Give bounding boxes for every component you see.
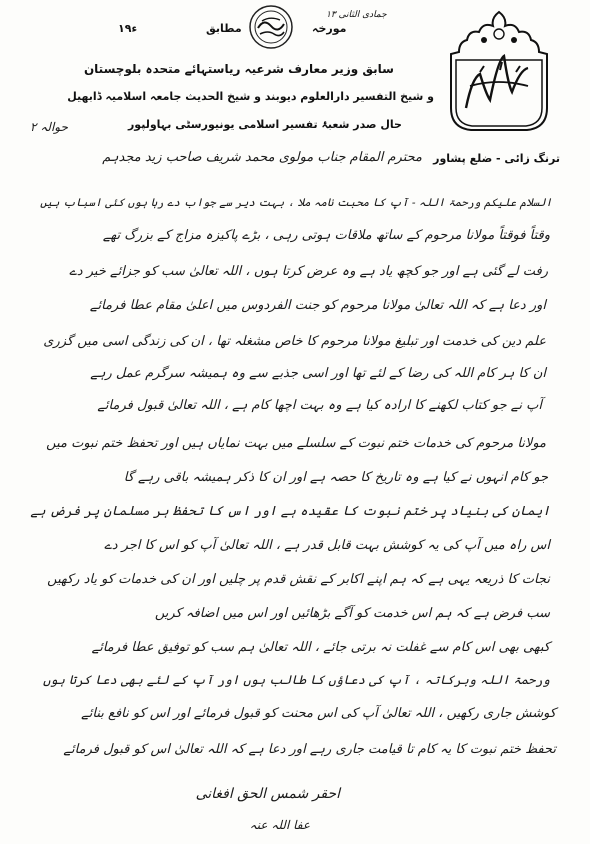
body-line: ان کا ہر کام اللہ کی رضا کے لئے تھا اور اسی جذبے سے وہ ہمیشہ سرگرم عمل رہے	[90, 366, 546, 381]
matabiq-label: مطابق	[206, 22, 242, 35]
date-label: مورخہ	[312, 22, 347, 35]
signature: عفا اللہ عنہ	[249, 818, 310, 832]
year-value: ۱۹ء	[118, 22, 138, 35]
body-line: اور دعا ہے کہ اللہ تعالیٰ مولانا مرحوم کو جنت الفردوس میں اعلیٰ مقام عطا فرمائے	[89, 298, 546, 313]
letterhead-line-3: حال صدر شعبۂ تفسیر اسلامی یونیورسٹی بہاولپور	[127, 118, 402, 131]
body-line: آپ نے جو کتاب لکھنے کا ارادہ کیا ہے وہ بہت اچھا کام ہے ، اللہ تعالیٰ قبول فرمائے	[97, 398, 542, 413]
body-line: ورحمۃ اللہ وبرکاتہ ، آپ کی دعاؤں کا طالب ہوں اور آپ کے لئے بھی دعا کرتا ہوں	[42, 672, 550, 687]
top-seal-image	[248, 4, 294, 50]
body-line: کبھی بھی اس کام سے غفلت نہ برتی جائے ، اللہ تعالیٰ ہم سب کو توفیق عطا فرمائے	[91, 640, 550, 655]
calligraphic-logo-image	[440, 8, 558, 136]
body-line: نجات کا ذریعہ یہی ہے کہ ہم اپنے اکابر کے نقش قدم پر چلیں اور ان کی خدمات کو یاد رکھیں	[47, 572, 550, 587]
reference-number: حوالہ ۲	[30, 120, 68, 134]
body-line: تحفظ ختم نبوت کا یہ کام تا قیامت جاری رہے اور دعا ہے کہ اللہ تعالیٰ اس کو قبول فرمائے	[63, 742, 556, 757]
body-line: کوشش جاری رکھیں ، اللہ تعالیٰ آپ کی اس محنت کو قبول فرمائے اور اس کو نافع بنائے	[81, 706, 556, 721]
closing-name: احقر شمس الحق افغانی	[195, 786, 340, 802]
body-line: جو کام انہوں نے کیا ہے وہ تاریخ کا حصہ ہے اور ان کا ذکر ہمیشہ باقی رہے گا	[123, 470, 548, 485]
address: ترنگ زائی - ضلع پشاور	[433, 152, 560, 165]
letterhead-line-2: و شیخ التفسیر دارالعلوم دیوبند و شیخ الحدیث جامعہ اسلامیہ ڈابھیل	[67, 90, 434, 103]
body-line: السلام علیکم ورحمۃ اللہ - آپ کا محبت نامہ ملا ، بہت دیر سے جواب دے رہا ہوں کئی اسباب ہیں	[40, 196, 552, 209]
body-line: سب فرض ہے کہ ہم اس خدمت کو آگے بڑھائیں اور اس میں اضافہ کریں	[154, 606, 550, 621]
body-line: رفت لے گئی ہے اور جو کچھ یاد ہے وہ عرض کرتا ہوں ، اللہ تعالیٰ سب کو جزائے خیر دے	[69, 264, 548, 279]
body-line: وقتاً فوقتاً مولانا مرحوم کے ساتھ ملاقات ہوتی رہی ، بڑے پاکیزہ مزاج کے بزرگ تھے	[102, 228, 550, 243]
body-line: اس راہ میں آپ کی یہ کوشش بہت قابل قدر ہے ، اللہ تعالیٰ آپ کو اس کا اجر دے	[104, 538, 550, 553]
salutation: محترم المقام جناب مولوی محمد شریف صاحب زید مجدہم	[102, 150, 422, 165]
letterhead-line-1: سابق وزیر معارف شرعیہ ریاستہائے متحدہ بلوچستان	[83, 62, 394, 76]
body-line: علم دین کی خدمت اور تبلیغ مولانا مرحوم کا خاص مشغلہ تھا ، ان کی زندگی اسی میں گزری	[43, 334, 546, 349]
body-line: ایمان کی بنیاد پر ختم نبوت کا عقیدہ ہے اور اس کا تحفظ ہر مسلمان پر فرض ہے	[30, 504, 550, 519]
date-value: ۱۳ جمادی الثانی	[326, 10, 387, 20]
body-line: مولانا مرحوم کی خدمات ختم نبوت کے سلسلے میں بہت نمایاں ہیں اور تحفظ ختم نبوت میں	[46, 436, 546, 451]
